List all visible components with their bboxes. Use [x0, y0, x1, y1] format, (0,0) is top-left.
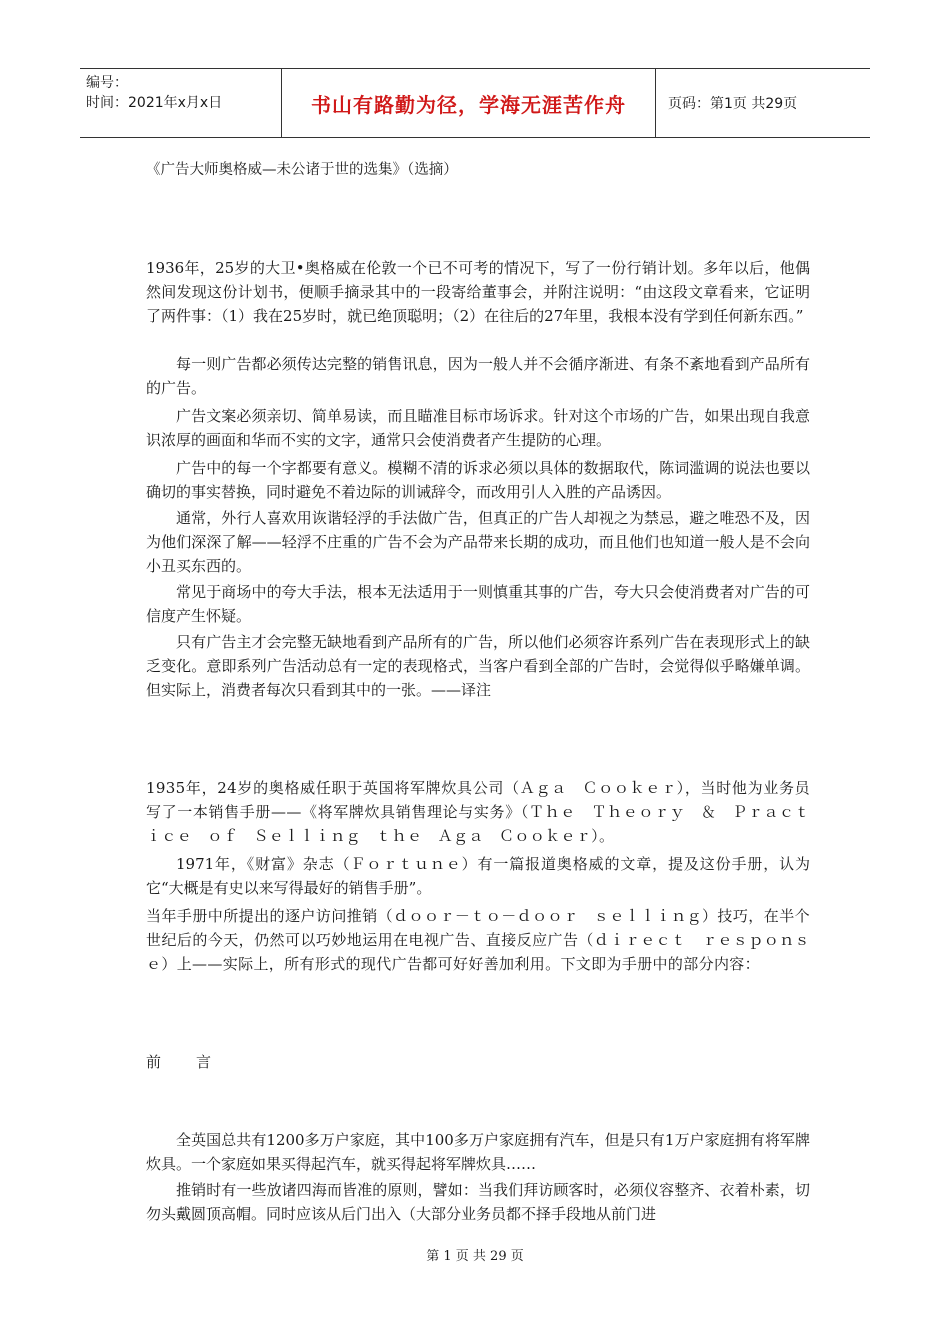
paragraph: 当年手册中所提出的逐户访问推销（ｄｏｏｒ－ｔｏ－ｄｏｏｒ ｓｅｌｌｉｎｇ）技巧，在半个世纪后的今天，仍然可以巧妙地运用在电视广告、直接反应广告（ｄｉｒｅｃｔ ｒｅｓｐｏｎｓｅ）上——实际上，所有形式的现代广告都可好好善加利用。下文即为手册中的部分内容： — [146, 907, 810, 973]
paragraph: 广告中的每一个字都要有意义。模糊不清的诉求必须以具体的数据取代，陈词滥调的说法也要以确切的事实替换，同时避免不着边际的训诫辞令，而改用引人入胜的产品诱因。 — [146, 459, 810, 501]
header-motto-cell — [282, 69, 656, 137]
section-title: 前 言 — [146, 1053, 222, 1071]
paragraph: 推销时有一些放诸四海而皆准的原则，譬如：当我们拜访顾客时，必须仪容整齐、衣着朴素，切勿头戴圆顶高帽。同时应该从后门出入（大部分业务员都不择手段地从前门进 — [146, 1181, 810, 1223]
paragraph: 每一则广告都必须传达完整的销售讯息，因为一般人并不会循序渐进、有条不紊地看到产品所有的广告。 — [146, 355, 810, 397]
page-header — [80, 68, 870, 138]
paragraph: 通常，外行人喜欢用诙谐轻浮的手法做广告，但真正的广告人却视之为禁忌，避之唯恐不及，因为他们深深了解——轻浮不庄重的广告不会为产品带来长期的成功，而且他们也知道一般人是不会向小丑买东西的。 — [146, 509, 810, 575]
paragraph: 1935年，24岁的奥格威任职于英国将军牌炊具公司（Ａｇａ Ｃｏｏｋｅｒ），当时他为业务员写了一本销售手册——《将军牌炊具销售理论与实务》（Ｔｈｅ Ｔｈｅｏｒｙ ＆ Ｐｒａｃｔｉｃｅ ｏｆ Ｓｅｌｌｉｎｇ ｔｈｅ Ａｇａ Ｃｏｏｋｅｒ）。 — [146, 779, 810, 845]
document-title: 《广告大师奥格威—未公诸于世的选集》（选摘） — [146, 162, 458, 178]
motto: 书山有路勤为径，学海无涯苦作舟 — [311, 92, 626, 117]
paragraph: 全英国总共有1200多万户家庭，其中100多万户家庭拥有汽车，但是只有1万户家庭拥有将军牌炊具。一个家庭如果买得起汽车，就买得起将军牌炊具…… — [146, 1131, 810, 1173]
header-meta — [80, 69, 282, 137]
page-footer: 第 1 页 共 29 页 — [426, 1249, 524, 1264]
document-number-label: 编号： — [86, 75, 128, 91]
paragraph: 广告文案必须亲切、简单易读，而且瞄准目标市场诉求。针对这个市场的广告，如果出现自我意识浓厚的画面和华而不实的文字，通常只会使消费者产生提防的心理。 — [146, 407, 810, 449]
header-page-info-cell — [656, 69, 870, 137]
page-info: 页码：第1页 共29页 — [668, 96, 798, 112]
paragraph: 只有广告主才会完整无缺地看到产品所有的广告，所以他们必须容许系列广告在表现形式上的缺乏变化。意即系列广告活动总有一定的表现格式，当客户看到全部的广告时，会觉得似乎略嫌单调。但实际上，消费者每次只看到其中的一张。——译注 — [146, 633, 810, 699]
document-date-label: 时间：2021年x月x日 — [86, 95, 223, 111]
paragraph: 1971年，《财富》杂志（Ｆｏｒｔｕｎｅ）有一篇报道奥格威的文章，提及这份手册，认为它“大概是有史以来写得最好的销售手册”。 — [146, 855, 810, 897]
paragraph: 常见于商场中的夸大手法，根本无法适用于一则慎重其事的广告，夸大只会使消费者对广告的可信度产生怀疑。 — [146, 583, 810, 625]
paragraph: 1936年，25岁的大卫•奥格威在伦敦一个已不可考的情况下，写了一份行销计划。多年以后，他偶然间发现这份计划书，便顺手摘录其中的一段寄给董事会，并附注说明：“由这段文章看来，它证明了两件事：（1）我在25岁时，就已绝顶聪明；（2）在往后的27年里，我根本没有学到任何新东西。” — [146, 259, 810, 325]
